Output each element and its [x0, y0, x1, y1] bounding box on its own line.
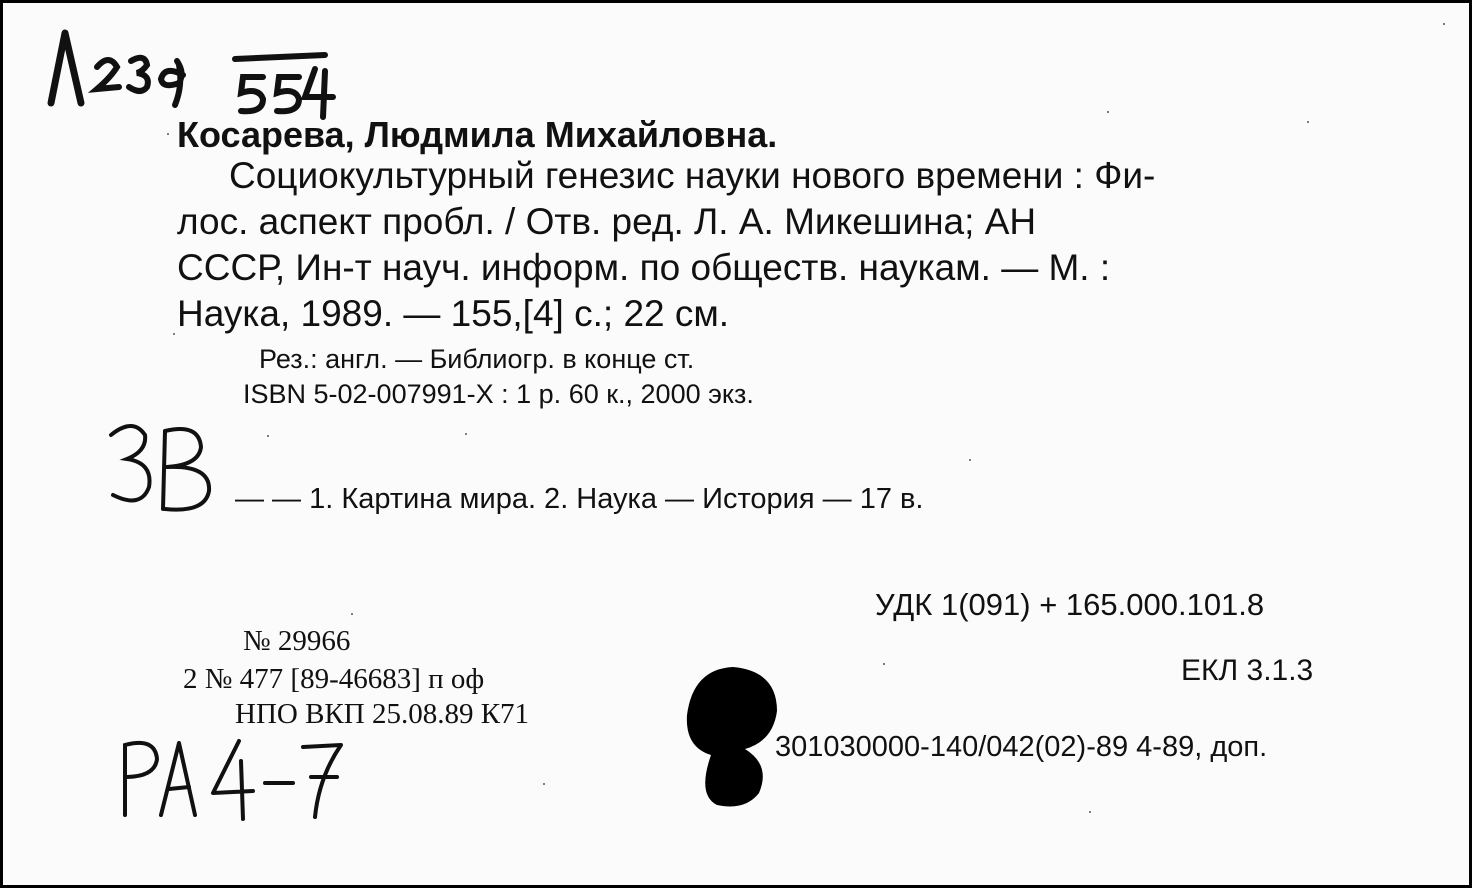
note-summary: Рез.: англ. — Библиогр. в конце ст.	[259, 344, 695, 374]
handwritten-shelf-mark	[43, 25, 213, 115]
title-line-3: СССР, Ин-т науч. информ. по обществ. наукам. — М. :	[177, 247, 1111, 288]
scan-speck	[1107, 111, 1109, 113]
registration-number: № 29966	[243, 625, 351, 657]
subject-headings: — — 1. Картина мира. 2. Наука — История — 17 в.	[235, 483, 924, 515]
scan-speck	[351, 613, 353, 615]
handwritten-code	[115, 733, 355, 823]
title-line-2: лос. аспект пробл. / Отв. ред. Л. А. Микешина; АН	[177, 201, 1037, 242]
handwritten-call-number	[229, 49, 349, 121]
scan-speck	[969, 459, 971, 461]
udk-code: УДК 1(091) + 165.000.101.8	[875, 587, 1265, 622]
title-line-1: Социокультурный генезис науки нового времени : Фи-	[229, 155, 1156, 196]
scan-speck	[543, 783, 545, 785]
ekl-code: ЕКЛ 3.1.3	[1181, 654, 1314, 687]
catalog-code: 301030000-140/042(02)-89 4-89, доп.	[775, 731, 1268, 763]
catalog-card	[3, 3, 1469, 885]
note-isbn: ISBN 5-02-007991-X : 1 р. 60 к., 2000 экз.	[243, 379, 754, 409]
scan-speck	[173, 333, 175, 335]
author-heading: Косарева, Людмила Михайловна.	[177, 114, 778, 155]
title-line-4: Наука, 1989. — 155,[4] с.; 22 см.	[177, 293, 730, 334]
scan-speck	[883, 663, 885, 665]
scan-speck	[1443, 23, 1445, 25]
registration-printing: НПО ВКП 25.08.89 К71	[235, 698, 530, 730]
scan-speck	[465, 433, 467, 435]
scan-speck	[267, 435, 269, 437]
scan-speck	[167, 133, 169, 135]
registration-order: 2 № 477 [89-46683] п оф	[183, 663, 485, 695]
scan-speck	[1089, 811, 1091, 813]
handwritten-section-mark	[103, 421, 233, 521]
scan-speck	[1307, 121, 1309, 123]
